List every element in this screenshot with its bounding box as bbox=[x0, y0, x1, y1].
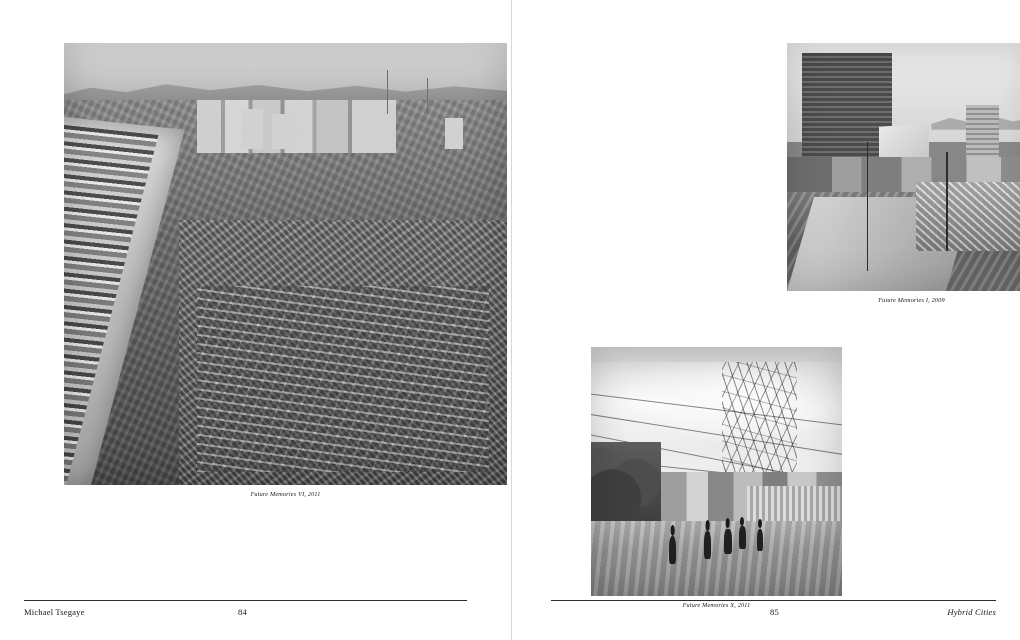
right-running-foot bbox=[510, 607, 1020, 621]
footer-rule bbox=[551, 600, 996, 601]
crane-b bbox=[427, 78, 428, 113]
utility-pole-a bbox=[867, 142, 869, 271]
background-tower bbox=[966, 105, 998, 160]
pedestrian-e bbox=[757, 529, 764, 551]
tower-block-a bbox=[241, 109, 263, 149]
photo-content bbox=[64, 43, 507, 485]
pedestrian-b bbox=[704, 531, 712, 558]
pedestrian-a bbox=[669, 536, 677, 563]
figure-caption: Future Memories VI, 2011 bbox=[250, 491, 321, 498]
tower-block-c bbox=[445, 118, 463, 149]
left-running-foot bbox=[0, 607, 510, 621]
photo-future-memories-vi bbox=[64, 43, 507, 485]
pedestrian-c bbox=[724, 529, 732, 554]
dirt-road bbox=[591, 521, 842, 596]
figure-caption: Future Memories X, 2011 bbox=[682, 602, 751, 609]
photo-future-memories-i bbox=[787, 43, 1020, 291]
footer-rule bbox=[24, 600, 467, 601]
figure-caption: Future Memories I, 2009 bbox=[878, 297, 945, 304]
utility-pole-b bbox=[946, 152, 948, 251]
running-foot-title: Hybrid Cities bbox=[947, 607, 996, 617]
pedestrian-d bbox=[739, 526, 746, 548]
photo-future-memories-x bbox=[591, 347, 842, 596]
page-number-left: 84 bbox=[238, 607, 247, 617]
running-foot-author: Michael Tsegaye bbox=[24, 607, 85, 617]
right-page bbox=[510, 0, 1020, 640]
figure-future-memories-vi bbox=[64, 43, 507, 498]
rubble-pile bbox=[916, 182, 1020, 251]
crane-a bbox=[387, 70, 388, 114]
page-number-right: 85 bbox=[770, 607, 779, 617]
figure-future-memories-i bbox=[787, 43, 1020, 304]
photo-content bbox=[591, 347, 842, 596]
corrugated-roofs bbox=[197, 286, 489, 472]
tower-block-b bbox=[272, 114, 299, 149]
photo-content bbox=[787, 43, 1020, 291]
figure-future-memories-x bbox=[591, 347, 842, 609]
